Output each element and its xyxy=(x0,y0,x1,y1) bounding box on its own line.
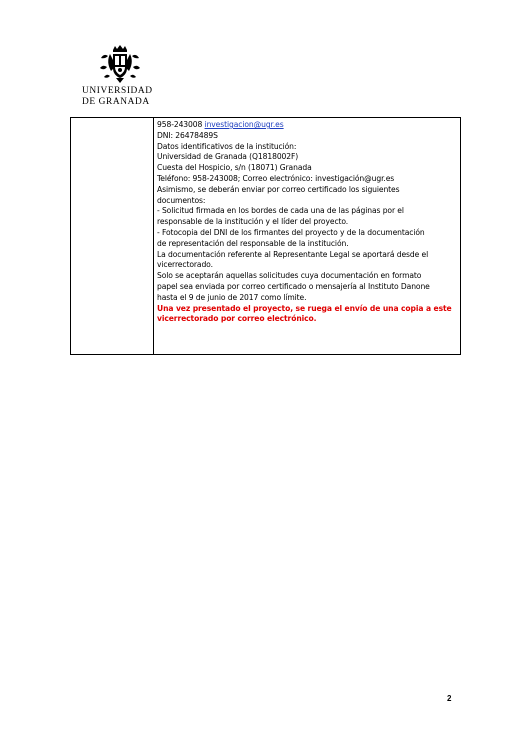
wordmark-line-2: DE GRANADA xyxy=(82,96,150,107)
university-logo xyxy=(82,44,162,110)
contact-line xyxy=(157,120,456,131)
page-number: 2 xyxy=(447,694,452,703)
text-line: Asimismo, se deberán enviar por correo certificado los siguientes xyxy=(157,184,400,194)
text-line: Universidad de Granada (Q1818002F) xyxy=(157,152,299,162)
empty-label-cell xyxy=(71,118,154,355)
email-link[interactable]: investigacion@ugr.es xyxy=(204,120,284,129)
table-row xyxy=(71,118,461,355)
text-line: Teléfono: 958-243008; Correo electrónico: investigación@ugr.es xyxy=(157,173,395,183)
text-line: vicerrectorado. xyxy=(157,260,213,270)
text-line: responsable de la institución y el líder del proyecto. xyxy=(157,217,349,227)
text-line: - Solicitud firmada en los bordes de cada una de las páginas por el xyxy=(157,206,404,216)
text-line: papel sea enviada por correo certificado o mensajería al Instituto Danone xyxy=(157,281,430,291)
text-line: Solo se aceptarán aquellas solicitudes cuya documentación en formato xyxy=(157,271,422,281)
notice-line: Una vez presentado el proyecto, se ruega el envío de una copia a este xyxy=(157,303,452,313)
text-line: DNI: 26478489S xyxy=(157,130,218,140)
text-line: La documentación referente al Representante Legal se aportará desde el xyxy=(157,249,429,259)
text-line: documentos: xyxy=(157,195,206,205)
cell-content xyxy=(154,118,460,325)
text-line: Datos identificativos de la institución: xyxy=(157,141,297,151)
university-wordmark xyxy=(82,86,158,107)
text-line: de representación del responsable de la institución. xyxy=(157,238,349,248)
notice-line: vicerrectorado por correo electrónico. xyxy=(157,314,317,324)
text-line: - Fotocopia del DNI de los firmantes del proyecto y de la documentación xyxy=(157,227,425,237)
text-line: Cuesta del Hospicio, s/n (18071) Granada xyxy=(157,163,312,173)
text-line: hasta el 9 de junio de 2017 como límite. xyxy=(157,292,307,302)
wordmark-line-1: UNIVERSIDAD xyxy=(82,86,153,96)
content-cell xyxy=(154,118,461,355)
phone-text: 958-243008 xyxy=(157,120,203,129)
university-crest-icon xyxy=(98,44,142,84)
info-table xyxy=(70,117,461,355)
